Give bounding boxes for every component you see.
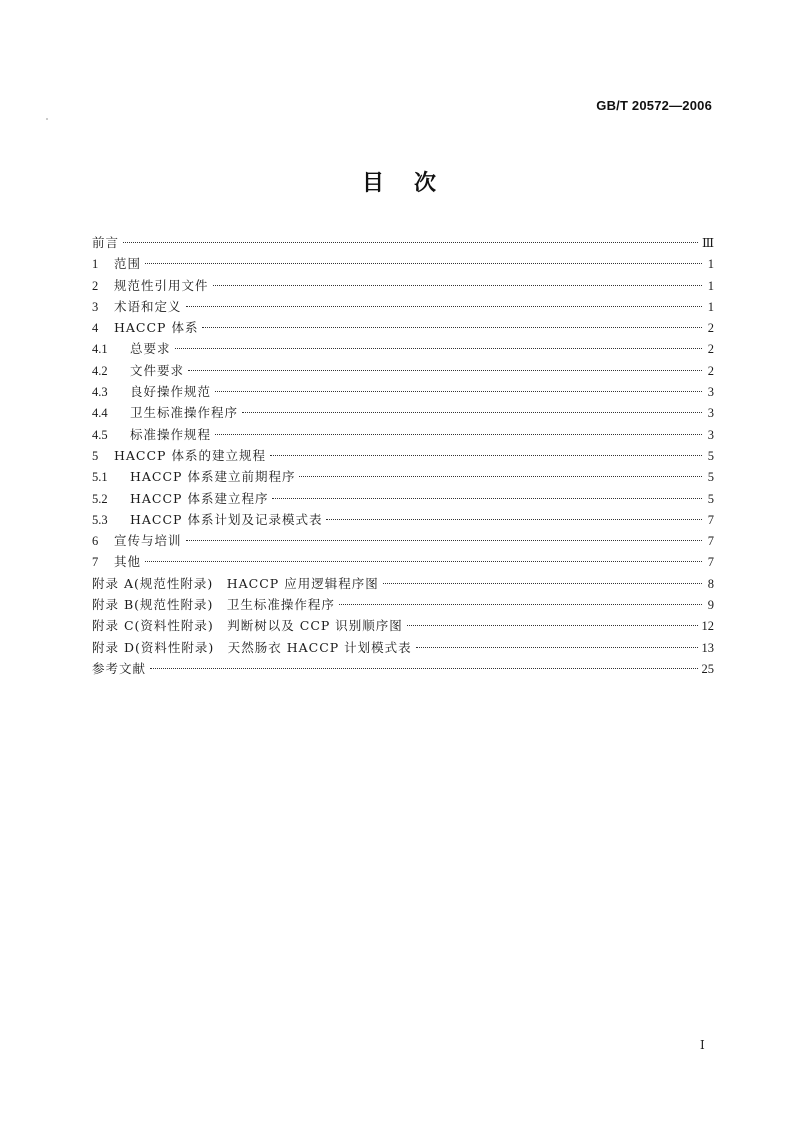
toc-leader-dots	[416, 647, 698, 648]
toc-entry[interactable]	[92, 402, 714, 423]
toc-entry[interactable]	[92, 253, 714, 274]
toc-entry[interactable]	[92, 509, 714, 530]
toc-entry-label: HACCP 体系建立前期程序	[130, 469, 296, 485]
toc-entry[interactable]	[92, 637, 714, 658]
toc-entry-page: 7	[707, 534, 714, 549]
scan-speck	[46, 118, 48, 120]
toc-leader-dots	[383, 583, 702, 584]
toc-entry-label: 宣传与培训	[114, 533, 182, 549]
toc-leader-dots	[175, 348, 702, 349]
toc-entry-page: 7	[707, 512, 714, 527]
toc-entry-page: 2	[707, 342, 714, 357]
toc-leader-dots	[242, 412, 702, 413]
toc-entry-label: 总要求	[130, 341, 171, 357]
toc-entry-label: 附录 C(资料性附录) 判断树以及 CCP 识别顺序图	[92, 618, 403, 634]
toc-entry-label: 范围	[114, 256, 142, 272]
toc-entry-number: 4	[92, 321, 99, 336]
toc-leader-dots	[145, 263, 702, 264]
toc-entry[interactable]	[92, 488, 714, 509]
toc-leader-dots	[339, 604, 702, 605]
toc-entry-label: 良好操作规范	[130, 384, 212, 400]
toc-entry-label: 附录 B(规范性附录) 卫生标准操作程序	[92, 597, 335, 613]
toc-entry[interactable]	[92, 530, 714, 551]
toc-entry-number: 5	[92, 448, 99, 463]
toc-leader-dots	[123, 242, 698, 243]
toc-entry-page: 9	[707, 598, 714, 613]
toc-entry-label: HACCP 体系计划及记录模式表	[130, 511, 323, 527]
toc-entry-page: 25	[701, 661, 714, 676]
page-title: 目次	[361, 171, 466, 196]
toc-entry-page: 3	[707, 427, 714, 442]
toc-entry-page: 3	[707, 406, 714, 421]
toc-entry-page: 1	[707, 278, 714, 293]
toc-entry-page: 5	[707, 491, 714, 506]
toc-entry-page: 1	[707, 299, 714, 314]
toc-leader-dots	[186, 306, 702, 307]
toc-entry[interactable]	[92, 317, 714, 338]
toc-entry-label: HACCP 体系建立程序	[130, 490, 269, 506]
toc-entry[interactable]	[92, 573, 714, 594]
toc-entry-number: 4.1	[92, 342, 108, 357]
toc-entry[interactable]	[92, 551, 714, 572]
toc-leader-dots	[270, 455, 702, 456]
toc-leader-dots	[407, 625, 698, 626]
toc-entry-label: 卫生标准操作程序	[130, 405, 239, 421]
standard-code: GB/T 20572—2006	[596, 98, 712, 113]
toc-leader-dots	[150, 668, 697, 669]
toc-entry[interactable]	[92, 594, 714, 615]
toc-entry-page: 12	[701, 619, 714, 634]
toc-entry-number: 6	[92, 534, 99, 549]
toc-entry[interactable]	[92, 658, 714, 679]
toc-entry-number: 4.2	[92, 363, 108, 378]
toc-entry-page: 3	[707, 385, 714, 400]
toc-entry-number: 2	[92, 278, 99, 293]
toc-entry[interactable]	[92, 275, 714, 296]
toc-entry-page: Ⅲ	[701, 236, 714, 250]
toc-entry-page: 5	[707, 470, 714, 485]
toc-entry[interactable]	[92, 615, 714, 636]
toc-entry-page: 2	[707, 363, 714, 378]
toc-entry[interactable]	[92, 360, 714, 381]
toc-entry-page: 8	[707, 576, 714, 591]
toc-entry[interactable]	[92, 338, 714, 359]
toc-entry-label: 附录 A(规范性附录) HACCP 应用逻辑程序图	[92, 575, 379, 591]
toc-entry[interactable]	[92, 445, 714, 466]
toc-entry[interactable]	[92, 424, 714, 445]
toc-leader-dots	[188, 370, 702, 371]
toc-entry[interactable]	[92, 296, 714, 317]
toc-leader-dots	[326, 519, 702, 520]
page-number: Ⅰ	[700, 1038, 705, 1052]
toc-entry-label: HACCP 体系	[114, 320, 199, 336]
toc-entry-number: 7	[92, 555, 99, 570]
toc-leader-dots	[186, 540, 702, 541]
toc-leader-dots	[215, 434, 702, 435]
toc-entry-page: 7	[707, 555, 714, 570]
toc-entry-label: HACCP 体系的建立规程	[114, 447, 266, 463]
toc-entry-label: 参考文献	[92, 660, 147, 676]
toc-entry-number: 5.3	[92, 512, 108, 527]
toc-leader-dots	[202, 327, 702, 328]
toc-entry-number: 4.5	[92, 427, 108, 442]
toc-entry-label: 前言	[92, 235, 120, 250]
toc-entry-number: 4.3	[92, 385, 108, 400]
toc-entry-page: 1	[707, 257, 714, 272]
toc-entry-number: 4.4	[92, 406, 108, 421]
toc-entry-label: 其他	[114, 554, 142, 570]
toc-entry-label: 文件要求	[130, 362, 185, 378]
toc-entry-page: 5	[707, 448, 714, 463]
toc-leader-dots	[299, 476, 702, 477]
toc-leader-dots	[215, 391, 702, 392]
toc-leader-dots	[272, 498, 702, 499]
toc-entry-label: 标准操作规程	[130, 426, 212, 442]
toc-entry-number: 1	[92, 257, 99, 272]
toc-entry[interactable]	[92, 466, 714, 487]
toc-entry[interactable]	[92, 381, 714, 402]
toc-entry-number: 3	[92, 299, 99, 314]
toc-entry-page: 13	[701, 640, 714, 655]
toc-entry-label: 术语和定义	[114, 298, 182, 314]
toc-entry-label: 附录 D(资料性附录) 天然肠衣 HACCP 计划模式表	[92, 639, 412, 655]
toc-entry-page: 2	[707, 321, 714, 336]
toc-entry[interactable]	[92, 232, 714, 253]
table-of-contents	[92, 232, 714, 679]
toc-entry-number: 5.2	[92, 491, 108, 506]
toc-leader-dots	[213, 285, 702, 286]
toc-leader-dots	[145, 561, 702, 562]
toc-entry-number: 5.1	[92, 470, 108, 485]
toc-entry-label: 规范性引用文件	[114, 277, 209, 293]
